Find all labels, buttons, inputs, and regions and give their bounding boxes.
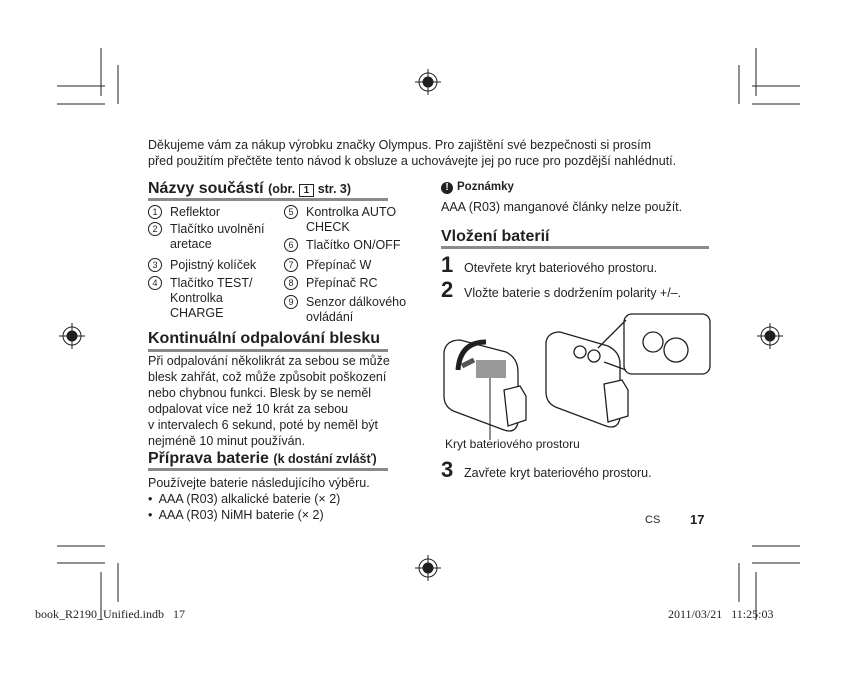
ref-prefix: (obr. [268,182,296,196]
continuous-heading: Kontinuální odpalování blesku [148,330,381,347]
part-number: 6 [284,238,298,252]
registration-mark-top [415,69,441,95]
warning-icon: ! [441,182,453,194]
part-label: Pojistný kolíček [170,258,257,272]
part-number: 1 [148,205,162,219]
notes-text: AAA (R03) manganové články nelze použít. [441,200,683,214]
step-text: Zavřete kryt bateriového prostoru. [464,466,652,480]
continuous-line: nejméně 10 minut používán. [148,434,306,448]
step-number: 2 [441,277,454,302]
heading-rule [441,246,709,249]
insert-heading: Vložení baterií [441,228,550,245]
part-number: 7 [284,258,298,272]
footer-file: book_R2190_Unified.indb 17 [35,607,185,621]
part-number: 4 [148,276,162,290]
step-number: 1 [441,252,454,277]
part-label: Senzor dálkového ovládání [306,295,407,324]
part-item [284,205,414,235]
part-label: Přepínač RC [306,276,378,290]
part-label: Tlačítko uvolnění aretace [170,222,265,251]
continuous-line: blesk zahřát, což může způsobit poškození [148,370,387,384]
step-number: 3 [441,457,454,482]
part-item [284,238,400,253]
step-text: Vložte baterie s dodržením polarity +/–. [464,286,682,300]
step-text: Otevřete kryt bateriového prostoru. [464,261,658,275]
intro-line-1: Děkujeme vám za nákup výrobku značky Olympus. Pro zajištění své bezpečnosti si prosím [148,138,651,152]
part-number: 5 [284,205,298,219]
part-number: 9 [284,295,298,309]
part-item [284,295,419,325]
continuous-line: v intervalech 6 sekund, poté by neměl být [148,418,378,432]
continuous-line: Při odpalování několikrát za sebou se může [148,354,390,368]
bullet-text: AAA (R03) NiMH baterie (× 2) [158,508,324,522]
parts-heading [148,180,351,198]
part-label: Přepínač W [306,258,372,272]
ref-suffix: str. 3) [317,182,352,196]
notes-title: Poznámky [457,181,514,193]
prep-subtitle: (k dostání zvlášť) [273,452,377,466]
prep-bullet: • AAA (R03) NiMH baterie (× 2) [148,508,324,522]
part-number: 3 [148,258,162,272]
part-item [148,276,278,321]
part-item [148,222,278,252]
part-item [284,276,378,291]
prep-intro: Používejte baterie následujícího výběru. [148,476,370,490]
heading-rule [148,468,388,471]
part-item [148,258,256,273]
part-label: Reflektor [170,205,221,219]
part-item [284,258,371,273]
page-language: CS [645,514,661,526]
prep-title: Příprava baterie [148,450,269,467]
continuous-line: nebo chybnou funkci. Blesk by se neměl [148,386,372,400]
ref-figure-box: 1 [299,184,315,197]
notes-heading [441,181,514,194]
continuous-line: odpalovat více než 10 krát za sebou [148,402,349,416]
prep-bullet: • AAA (R03) alkalické baterie (× 2) [148,492,341,506]
heading-rule [148,198,388,201]
heading-rule [148,349,388,352]
part-label: Tlačítko TEST/ Kontrolka CHARGE [170,276,253,320]
intro-line-2: před použitím přečtěte tento návod k obsluze a uchovávejte jej po ruce pro pozdější nahlédnutí. [148,154,677,168]
bullet-text: AAA (R03) alkalické baterie (× 2) [158,492,341,506]
step-1 [441,252,658,277]
part-label: Tlačítko ON/OFF [306,238,401,252]
parts-title: Názvy součástí [148,180,264,197]
part-number: 2 [148,222,162,236]
step-2 [441,277,699,302]
battery-illustration [438,312,713,442]
part-number: 8 [284,276,298,290]
part-item [148,205,220,220]
prep-heading [148,450,377,468]
page-number: 17 [690,512,705,527]
footer-date: 2011/03/21 11:25:03 [668,607,774,621]
part-label: Kontrolka AUTO CHECK [306,205,397,234]
illustration-caption: Kryt bateriového prostoru [445,437,580,451]
step-3 [441,457,652,482]
